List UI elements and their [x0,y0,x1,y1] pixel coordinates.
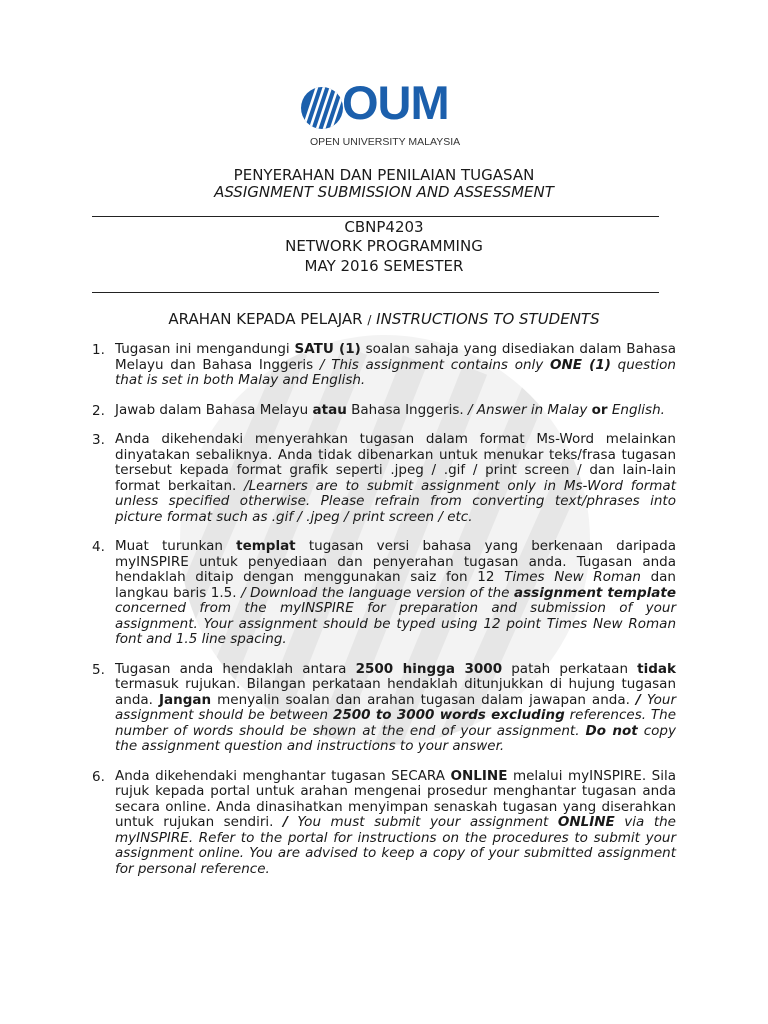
instruction-text-segment: / Download the language version of the [241,584,515,601]
instruction-text-segment: patah perkataan [502,660,638,677]
instruction-number: 4. [92,539,105,555]
instruction-text [115,769,676,878]
instruction-text [115,662,676,755]
divider-bottom [92,292,659,293]
instruction-text-segment: soalan sahaja yang disediakan dalam Bahasa Melayu dan Bahasa Inggeris [115,341,676,373]
instruction-text-segment: concerned from the myINSPIRE for preparation and submission of your assignment. Your assignment should be typed using 12 point Times New Roman font and 1.5 line spacing. [115,600,676,647]
instruction-text-segment: Your assignment should be between [115,691,676,723]
instruction-text-segment: ONLINE [557,814,615,830]
instruction-text-segment: You must submit your assignment [287,814,558,830]
instruction-text-segment: Anda dikehendaki menyerahkan tugasan dalam format Ms-Word melainkan dinyatakan sebaliknya. Anda tidak dibenarkan untuk menukar teks/frasa tugasan tersebut kepada format grafik seperti .jpeg / .gif / print screen / dan lain-lain format berkaitan. [115,431,676,494]
instruction-text-segment: via the myINSPIRE. Refer to the portal for instructions on the procedures to submit your assignment online. You are advised to keep a copy of your submitted assignment for personal reference. [115,814,676,877]
instruction-text-segment: ONE (1) [550,356,611,373]
instructions-heading-english: INSTRUCTIONS TO STUDENTS [376,310,600,328]
instruction-number: 5. [92,661,105,678]
instruction-text-segment: English. [607,401,665,418]
instruction-text-segment: Do not [585,722,638,739]
instruction-text-segment: tugasan versi bahasa yang berkenaan daripada myINSPIRE untuk penyediaan dan penyerahan tugasan anda. Tugasan anda hendaklah ditaip dengan menggunakan saiz fon 12 [115,538,676,585]
instruction-text-segment: templat [236,538,296,554]
instructions-heading [92,310,676,328]
instruction-text-segment: question that is set in both Malay and English. [115,356,676,388]
instruction-text-segment: copy the assignment question and instructions to your answer. [115,722,676,754]
instruction-number: 2. [92,402,105,419]
instruction-text-segment: atau [312,401,347,418]
divider-top [92,216,659,217]
logo-wordmark: OUM [342,76,449,129]
instruction-text-segment: references. The number of words should be shown at the end of your assignment. [115,707,676,739]
instruction-text-segment: assignment template [514,584,677,601]
instruction-item [92,342,676,389]
instruction-text-segment: Anda dikehendaki menghantar tugasan SECARA [115,767,451,784]
instruction-item [92,662,676,755]
instruction-text-segment: / This assignment contains only [319,356,551,373]
instruction-text-segment: 2500 hingga 3000 [355,660,503,677]
instruction-text-segment: Bahasa Inggeris. [346,401,468,418]
instruction-text [115,539,676,648]
instruction-text-segment: tidak [637,660,676,677]
instruction-text-segment: menyalin soalan dan arahan tugasan dalam jawapan anda. [211,691,636,708]
title-english: ASSIGNMENT SUBMISSION AND ASSESSMENT [214,183,554,201]
instruction-text-segment: Muat turunkan [115,538,237,554]
instruction-text-segment: melalui myINSPIRE. Sila rujuk kepada portal untuk arahan mengenai prosedur menghantar tugasan anda secara online. Anda dinasihatkan menyimpan senaskah tugasan yang diserahkan untuk rujukan sendiri. [115,767,676,830]
instruction-text-segment: / Answer in Malay [467,401,592,418]
instruction-text-segment: SATU (1) [294,341,361,357]
oum-logo [300,76,475,148]
instruction-text-segment: / [635,691,641,708]
instruction-text-segment: / [282,814,288,830]
instruction-text-segment: Times New Roman [504,569,641,585]
instructions-heading-separator: / [367,313,372,327]
instruction-item [92,769,676,878]
instruction-text-segment: Jangan [158,691,212,708]
instruction-text-segment: 2500 to 3000 words excluding [332,707,565,723]
logo-subtitle: OPEN UNIVERSITY MALAYSIA [310,136,461,148]
semester: MAY 2016 SEMESTER [304,257,464,275]
instruction-text [115,342,676,389]
instruction-text-segment: Tugasan ini mengandungi [115,341,295,357]
instruction-item [92,403,676,419]
instruction-number: 6. [92,768,105,785]
course-name: NETWORK PROGRAMMING [285,237,483,255]
instructions-heading-malay: ARAHAN KEPADA PELAJAR [168,310,363,328]
instruction-text [115,432,676,525]
instruction-text-segment: or [591,401,608,418]
instruction-text-segment: /Learners are to submit assignment only in Ms-Word format unless specified otherwise. Please refrain from converting text/phrases into picture format such as .gif / .jpeg / print screen / etc. [115,477,676,525]
instruction-list [92,342,676,891]
course-code: CBNP4203 [344,218,424,236]
instruction-item [92,432,676,525]
instruction-text-segment: Jawab dalam Bahasa Melayu [115,401,313,418]
instruction-text-segment: dan langkau baris 1.5. [115,569,676,601]
instruction-text [115,403,676,419]
instruction-number: 3. [92,432,105,448]
oum-globe-icon [300,86,344,130]
instruction-text-segment: termasuk rujukan. Bilangan perkataan hendaklah ditunjukkan di hujung tugasan anda. [115,676,676,708]
instruction-number: 1. [92,342,105,358]
title-malay: PENYERAHAN DAN PENILAIAN TUGASAN [233,166,535,184]
instruction-item [92,539,676,648]
instruction-text-segment: Tugasan anda hendaklah antara [115,660,356,677]
instruction-text-segment: ONLINE [450,767,508,784]
